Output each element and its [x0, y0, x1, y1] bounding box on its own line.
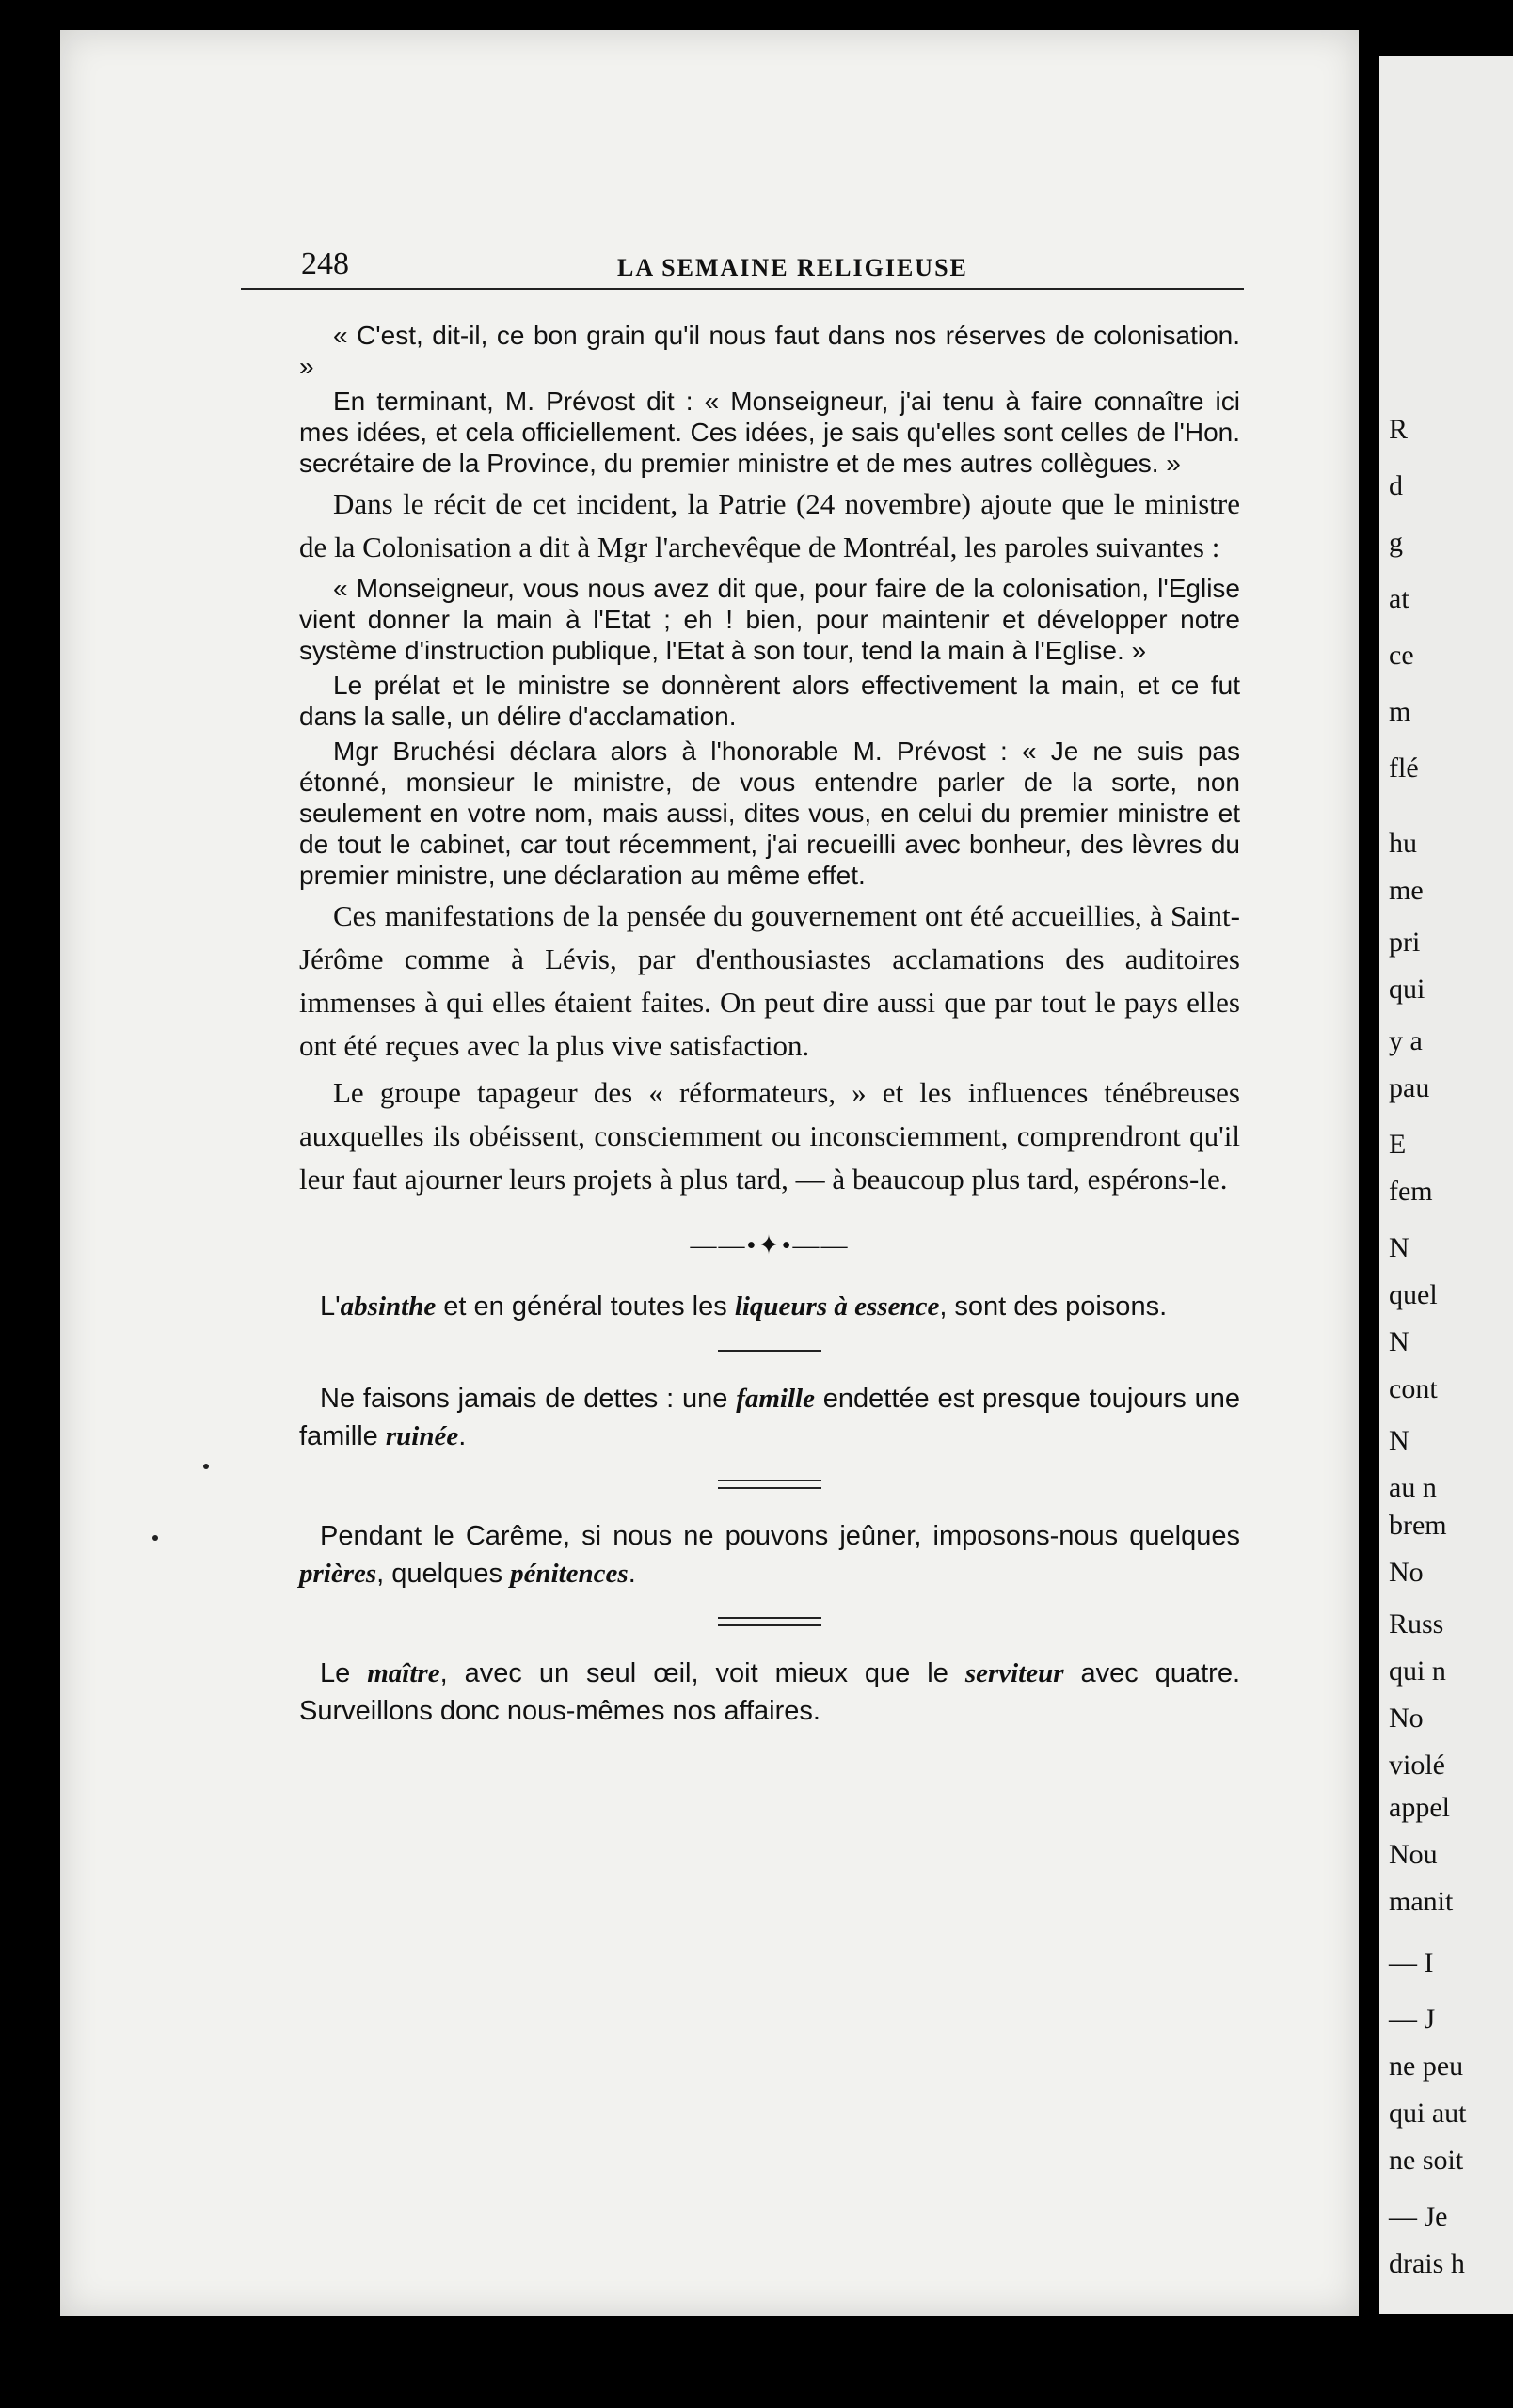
separator-rule	[718, 1480, 821, 1489]
adjacent-page-fragment: — I	[1389, 1947, 1434, 1978]
adjacent-page-fragment: appel	[1389, 1792, 1450, 1823]
paragraph: En terminant, M. Prévost dit : « Monseigneur, j'ai tenu à faire connaître ici mes idées, et cela officiellement. Ces idées, je sais qu'elles sont celles de l'Hon. secrétaire de la Province, du premier ministre et de mes autres collègues. »	[299, 387, 1240, 478]
adjacent-page-fragment: me	[1389, 875, 1424, 906]
adjacent-page-fragment: y a	[1389, 1025, 1423, 1056]
adjacent-page-fragment: qui	[1389, 974, 1425, 1005]
adjacent-page-fragment: — Je	[1389, 2201, 1448, 2232]
paragraph: Ces manifestations de la pensée du gouvernement ont été accueillies, à Saint-Jérôme comme à Lévis, par d'enthousiastes acclamations des auditoires immenses à qui elles étaient faites. On peut dire aussi que par tout le pays elles ont été reçues avec la plus vive satisfaction.	[299, 899, 1240, 1062]
adjacent-page-fragment: ne peu	[1389, 2051, 1464, 2082]
paragraph: « Monseigneur, vous nous avez dit que, pour faire de la colonisation, l'Eglise vient donner la main à l'Etat ; eh ! bien, pour maintenir et développer notre système d'instruction publique, l'Etat à son tour, tend la main à l'Eglise. »	[299, 574, 1240, 665]
adjacent-page-fragment: pri	[1389, 927, 1421, 958]
adjacent-page-fragment: qui aut	[1389, 2098, 1467, 2129]
adjacent-page-fragment: ne soit	[1389, 2145, 1464, 2176]
paragraph: Dans le récit de cet incident, la Patrie (24 novembre) ajoute que le ministre de la Colonisation a dit à Mgr l'archevêque de Montréal, les paroles suivantes :	[299, 487, 1240, 563]
adjacent-page-fragment: R	[1389, 414, 1409, 445]
adjacent-page-fragment: No	[1389, 1703, 1424, 1734]
adjacent-page-fragment: Russ	[1389, 1608, 1444, 1640]
maxim-maitre: Le maître, avec un seul œil, voit mieux que le serviteur avec quatre. Surveillons donc nous-mêmes nos affaires.	[299, 1658, 1241, 1726]
adjacent-page-fragment: No	[1389, 1557, 1424, 1588]
running-title: LA SEMAINE RELIGIEUSE	[617, 254, 968, 281]
page-header	[241, 231, 1244, 290]
adjacent-page-fragment: fem	[1389, 1176, 1433, 1207]
adjacent-page-fragment: — J	[1389, 2004, 1436, 2035]
adjacent-page-fragment: Nou	[1389, 1839, 1438, 1870]
ink-speck	[203, 1464, 209, 1469]
adjacent-page-fragment: E	[1389, 1129, 1407, 1160]
maxim-dettes: Ne faisons jamais de dettes : une famille endettée est presque toujours une famille ruinée.	[299, 1384, 1240, 1451]
paragraph: Le prélat et le ministre se donnèrent alors effectivement la main, et ce fut dans la salle, un délire d'acclamation.	[299, 671, 1240, 731]
adjacent-page-fragment: at	[1389, 583, 1409, 614]
adjacent-page-fragment: pau	[1389, 1072, 1430, 1103]
adjacent-page-fragment: violé	[1389, 1750, 1445, 1781]
paragraph: « C'est, dit-il, ce bon grain qu'il nous faut dans nos réserves de colonisation. »	[299, 321, 1240, 381]
adjacent-page-edge	[1379, 56, 1513, 2314]
adjacent-page-fragment: ce	[1389, 640, 1414, 671]
adjacent-page-fragment: cont	[1389, 1373, 1438, 1404]
adjacent-page-fragment: brem	[1389, 1510, 1447, 1541]
page-number: 248	[301, 246, 349, 281]
adjacent-page-fragment: m	[1389, 696, 1411, 727]
adjacent-page-fragment: qui n	[1389, 1656, 1446, 1687]
adjacent-page-fragment: g	[1389, 527, 1403, 558]
adjacent-page-fragment: d	[1389, 470, 1403, 501]
page-body	[299, 320, 1240, 1730]
separator-rule	[718, 1617, 821, 1626]
adjacent-page-fragment: N	[1389, 1326, 1409, 1357]
section-ornament: ——•✦•——	[690, 1231, 850, 1260]
adjacent-page-fragment: N	[1389, 1425, 1409, 1456]
adjacent-page-fragment: manit	[1389, 1886, 1454, 1917]
separator-rule	[718, 1350, 821, 1352]
adjacent-page-fragment: quel	[1389, 1279, 1438, 1310]
paragraph: Mgr Bruchési déclara alors à l'honorable M. Prévost : « Je ne suis pas étonné, monsieur le ministre, de vous entendre parler de la sorte, non seulement en votre nom, mais aussi, dites vous, en celui du premier ministre et de tout le cabinet, car tout récemment, j'ai recueilli avec bonheur, des lèvres du premier ministre, une déclaration au même effet.	[299, 737, 1240, 890]
adjacent-page-fragment: drais h	[1389, 2248, 1465, 2279]
adjacent-page-fragment: hu	[1389, 828, 1417, 859]
ink-speck	[152, 1535, 158, 1541]
maxim-absinthe: L'absinthe et en général toutes les liqueurs à essence, sont des poisons.	[320, 1291, 1168, 1322]
paragraph: Le groupe tapageur des « réformateurs, » et les influences ténébreuses auxquelles ils obéissent, consciemment ou inconsciemment, comprendront qu'il leur faut ajourner leurs projets à plus tard, — à beaucoup plus tard, espérons-le.	[299, 1076, 1240, 1196]
adjacent-page-fragment: flé	[1389, 752, 1419, 784]
adjacent-page-fragment: N	[1389, 1232, 1409, 1263]
maxim-careme: Pendant le Carême, si nous ne pouvons jeûner, imposons-nous quelques prières, quelques pénitences.	[299, 1521, 1240, 1589]
adjacent-page-fragment: au n	[1389, 1472, 1437, 1503]
